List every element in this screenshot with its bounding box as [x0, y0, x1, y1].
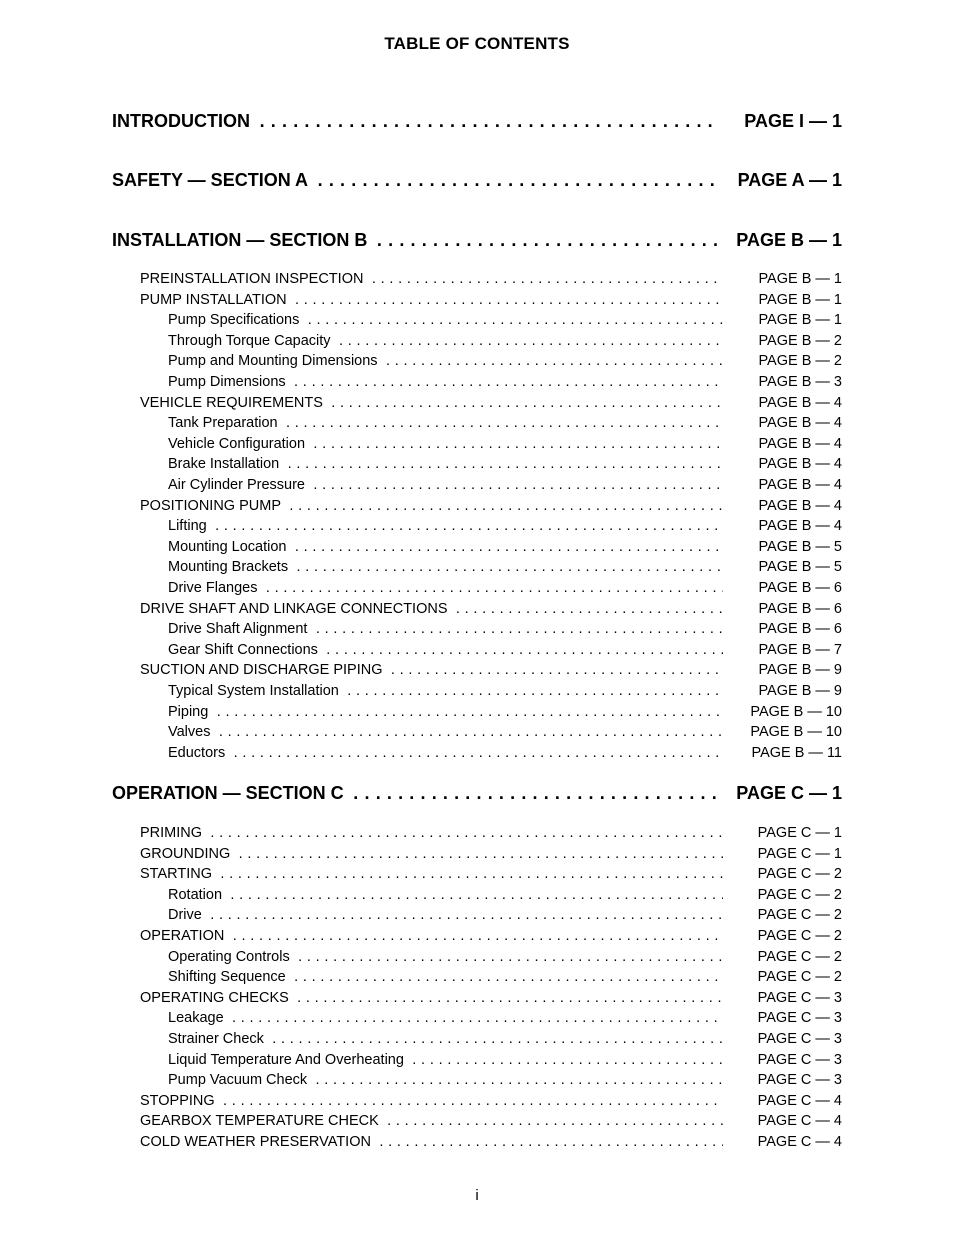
- toc-entry: [0, 1112, 954, 1130]
- toc-entry-title: Eductors: [168, 744, 226, 761]
- toc-entry-page: PAGE B — 1: [758, 312, 842, 329]
- toc-entry-label: [168, 476, 723, 494]
- toc-entry-title: STARTING: [140, 866, 212, 883]
- toc-entry-label: [140, 497, 723, 515]
- toc-entry-page: PAGE B — 3: [758, 374, 842, 390]
- toc-entry: [0, 332, 954, 350]
- toc-entry: [0, 311, 954, 329]
- toc-entry: [0, 723, 954, 741]
- toc-entry-page: PAGE C — 1: [757, 825, 842, 841]
- toc-entry-page: PAGE C — 2: [757, 866, 842, 883]
- toc-entry-page: PAGE C — 3: [757, 1072, 842, 1089]
- toc-entry: [0, 641, 954, 659]
- toc-entry: [0, 558, 954, 576]
- toc-entry-page: PAGE B — 10: [750, 703, 842, 720]
- toc-entry: [0, 906, 954, 924]
- toc-section-label: [112, 169, 718, 191]
- toc-entry-title: PRIMING: [140, 825, 203, 841]
- toc-entry: [0, 682, 954, 700]
- toc-entry-label: [168, 373, 723, 391]
- toc-entry-label: [168, 886, 723, 904]
- toc-entry-label: [168, 517, 723, 535]
- toc-entry: [0, 1009, 954, 1027]
- toc-entry-page: PAGE B — 10: [750, 724, 842, 741]
- toc-entry: [0, 703, 954, 721]
- toc-section-title: SAFETY — SECTION A: [112, 170, 309, 190]
- toc-entry: [0, 497, 954, 515]
- toc-entry: [0, 865, 954, 883]
- toc-entry-page: PAGE B — 4: [758, 435, 842, 452]
- toc-entry-page: PAGE C — 1: [757, 845, 842, 862]
- toc-entry-title: OPERATION: [140, 928, 225, 944]
- toc-entry: [0, 435, 954, 453]
- toc-entry-title: Operating Controls: [168, 948, 290, 965]
- toc-entry: [0, 845, 954, 863]
- toc-entry-title: Typical System Installation: [168, 683, 339, 699]
- toc-entry-label: [140, 927, 723, 945]
- toc-entry-title: Through Torque Capacity: [168, 332, 331, 349]
- toc-entry-page: PAGE C — 2: [757, 969, 842, 986]
- toc-entry-label: [168, 414, 723, 432]
- toc-entry-label: [140, 989, 723, 1007]
- toc-entry-title: OPERATING CHECKS: [140, 989, 289, 1006]
- toc-entry-page: PAGE B — 5: [758, 538, 842, 555]
- toc-entry-page: PAGE B — 9: [758, 683, 842, 699]
- toc-entry-page: PAGE C — 3: [757, 1031, 842, 1047]
- toc-entry: [0, 948, 954, 966]
- toc-entry-title: VEHICLE REQUIREMENTS: [140, 394, 323, 411]
- toc-entry-page: PAGE B — 1: [758, 271, 842, 287]
- toc-entry-page: PAGE B — 2: [758, 332, 842, 349]
- toc-section-page: PAGE I — 1: [744, 111, 842, 131]
- toc-entry: [0, 1071, 954, 1089]
- toc-entry-label: [140, 1092, 723, 1110]
- toc-entry-title: Mounting Location: [168, 538, 287, 555]
- toc-section-label: [112, 229, 718, 251]
- toc-entry-title: PREINSTALLATION INSPECTION: [140, 271, 364, 287]
- toc-entry-page: PAGE B — 6: [758, 580, 842, 596]
- toc-entry-page: PAGE B — 4: [758, 477, 842, 493]
- toc-entry-page: PAGE C — 2: [757, 928, 842, 944]
- toc-entry-title: Pump Dimensions: [168, 374, 286, 390]
- toc-entry: [0, 538, 954, 556]
- toc-entry: [0, 744, 954, 762]
- toc-entry-label: [140, 845, 723, 863]
- toc-entry-title: Strainer Check: [168, 1031, 264, 1047]
- toc-entry-title: Shifting Sequence: [168, 969, 286, 986]
- toc-entry: [0, 620, 954, 638]
- toc-entry-page: PAGE B — 2: [758, 353, 842, 370]
- toc-entry-label: [168, 455, 723, 473]
- toc-entry-title: Tank Preparation: [168, 415, 278, 432]
- toc-entry: [0, 989, 954, 1007]
- toc-entry: [0, 886, 954, 904]
- toc-entry-label: [168, 1051, 723, 1069]
- toc-entry-label: [168, 1009, 723, 1027]
- toc-entry: [0, 476, 954, 494]
- page-title: TABLE OF CONTENTS: [384, 34, 570, 53]
- toc-entry-page: PAGE B — 5: [758, 559, 842, 576]
- toc-entry: [0, 414, 954, 432]
- toc-entry-title: Valves: [168, 724, 211, 741]
- toc-section-title: INSTALLATION — SECTION B: [112, 230, 368, 250]
- toc-entry: [0, 579, 954, 597]
- toc-entry-label: [168, 558, 723, 576]
- toc-entry-label: [168, 906, 723, 924]
- toc-entry: [0, 455, 954, 473]
- toc-section-label: [112, 110, 718, 132]
- toc-entry-page: PAGE B — 4: [758, 497, 842, 514]
- toc-entry-label: [168, 723, 723, 741]
- toc-entry: [0, 394, 954, 412]
- toc-section-page: PAGE C — 1: [736, 783, 842, 803]
- toc-section-title: OPERATION — SECTION C: [112, 783, 344, 803]
- toc-entry-label: [168, 579, 723, 597]
- toc-entry-title: GROUNDING: [140, 845, 231, 862]
- toc-entry-title: Drive Shaft Alignment: [168, 621, 308, 638]
- toc-entry-label: [168, 538, 723, 556]
- toc-entry-label: [168, 620, 723, 638]
- toc-entry-label: [168, 641, 723, 659]
- toc-entry-page: PAGE B — 4: [758, 456, 842, 473]
- toc-entry-page: PAGE C — 4: [757, 1113, 842, 1130]
- toc-entry-page: PAGE C — 2: [757, 886, 842, 903]
- toc-section-page: PAGE A — 1: [737, 170, 842, 190]
- toc-entry-label: [140, 291, 723, 309]
- toc-entry-page: PAGE B — 9: [758, 662, 842, 679]
- toc-entry: [0, 1133, 954, 1151]
- toc-entry: [0, 824, 954, 842]
- toc-entry-page: PAGE C — 2: [757, 948, 842, 965]
- toc-entry-label: [140, 865, 723, 883]
- toc-entry-title: Vehicle Configuration: [168, 435, 306, 452]
- toc-entry-label: [168, 1030, 723, 1048]
- toc-section-label: [112, 782, 718, 804]
- toc-entry-title: Leakage: [168, 1010, 224, 1027]
- toc-entry-label: [140, 1133, 723, 1151]
- toc-entry-title: SUCTION AND DISCHARGE PIPING: [140, 662, 383, 679]
- toc-entry-page: PAGE C — 3: [757, 1010, 842, 1027]
- toc-section: [0, 110, 954, 132]
- toc-entry: [0, 373, 954, 391]
- toc-entry-page: PAGE B — 1: [758, 291, 842, 308]
- toc-entry-page: PAGE B — 4: [758, 394, 842, 411]
- toc-entry-label: [168, 703, 723, 721]
- toc-entry: [0, 927, 954, 945]
- toc-entry-label: [168, 744, 723, 762]
- toc-entry: [0, 600, 954, 618]
- toc-entry-title: STOPPING: [140, 1092, 215, 1109]
- toc-entry-page: PAGE C — 4: [757, 1134, 842, 1150]
- toc-entry-label: [140, 394, 723, 412]
- toc-entry-title: Pump Specifications: [168, 312, 300, 329]
- toc-entry-page: PAGE B — 6: [758, 621, 842, 638]
- toc-entry-title: Pump Vacuum Check: [168, 1072, 308, 1089]
- toc-entry-label: [168, 352, 723, 370]
- toc-entry-title: Liquid Temperature And Overheating: [168, 1051, 404, 1068]
- page-number: i: [475, 1187, 479, 1204]
- toc-entry: [0, 291, 954, 309]
- toc-entry-title: COLD WEATHER PRESERVATION: [140, 1134, 371, 1150]
- toc-entry-label: [168, 332, 723, 350]
- toc-entry-page: PAGE B — 4: [758, 415, 842, 432]
- toc-entry-title: GEARBOX TEMPERATURE CHECK: [140, 1113, 379, 1130]
- toc-entry-title: Air Cylinder Pressure: [168, 477, 305, 493]
- toc-entry-title: PUMP INSTALLATION: [140, 291, 287, 308]
- toc-entry-label: [168, 968, 723, 986]
- toc-entry: [0, 517, 954, 535]
- toc-entry-label: [168, 311, 723, 329]
- toc-entry-label: [140, 1112, 723, 1130]
- toc-entry-page: PAGE B — 7: [758, 641, 842, 658]
- toc-entry-title: Gear Shift Connections: [168, 641, 318, 658]
- toc-section: [0, 169, 954, 191]
- toc-entry-page: PAGE C — 2: [757, 907, 842, 924]
- toc-entry-page: PAGE B — 11: [751, 744, 842, 761]
- toc-section-title: INTRODUCTION: [112, 111, 250, 131]
- toc-entry: [0, 352, 954, 370]
- toc-entry-label: [168, 948, 723, 966]
- toc-entry-title: Drive: [168, 907, 202, 924]
- toc-entry-label: [140, 270, 723, 288]
- toc-section: [0, 782, 954, 804]
- toc-section: [0, 229, 954, 251]
- toc-entry-title: Piping: [168, 703, 209, 720]
- toc-entry-label: [140, 600, 723, 618]
- toc-entry-page: PAGE C — 4: [757, 1092, 842, 1109]
- toc-entry-label: [168, 1071, 723, 1089]
- toc-entry-page: PAGE C — 3: [757, 989, 842, 1006]
- toc-entry-title: Rotation: [168, 886, 223, 903]
- toc-entry: [0, 1092, 954, 1110]
- toc-entry-title: Lifting: [168, 518, 207, 535]
- toc-entry: [0, 1030, 954, 1048]
- toc-entry-title: Mounting Brackets: [168, 559, 289, 576]
- toc-entry-page: PAGE B — 6: [758, 600, 842, 617]
- toc-entry-title: POSITIONING PUMP: [140, 497, 281, 514]
- toc-section-page: PAGE B — 1: [736, 230, 842, 250]
- toc-entry-title: Drive Flanges: [168, 580, 258, 596]
- toc-entry-title: Pump and Mounting Dimensions: [168, 353, 378, 370]
- toc-entry: [0, 968, 954, 986]
- toc-entry-page: PAGE C — 3: [757, 1051, 842, 1068]
- toc-entry-label: [140, 824, 723, 842]
- toc-entry-label: [168, 435, 723, 453]
- toc-entry-label: [140, 661, 723, 679]
- toc-entry-label: [168, 682, 723, 700]
- toc-entry-title: Brake Installation: [168, 456, 280, 473]
- toc-entry: [0, 1051, 954, 1069]
- toc-entry: [0, 270, 954, 288]
- toc-entry-page: PAGE B — 4: [758, 518, 842, 535]
- toc-entry: [0, 661, 954, 679]
- toc-entry-title: DRIVE SHAFT AND LINKAGE CONNECTIONS: [140, 600, 448, 617]
